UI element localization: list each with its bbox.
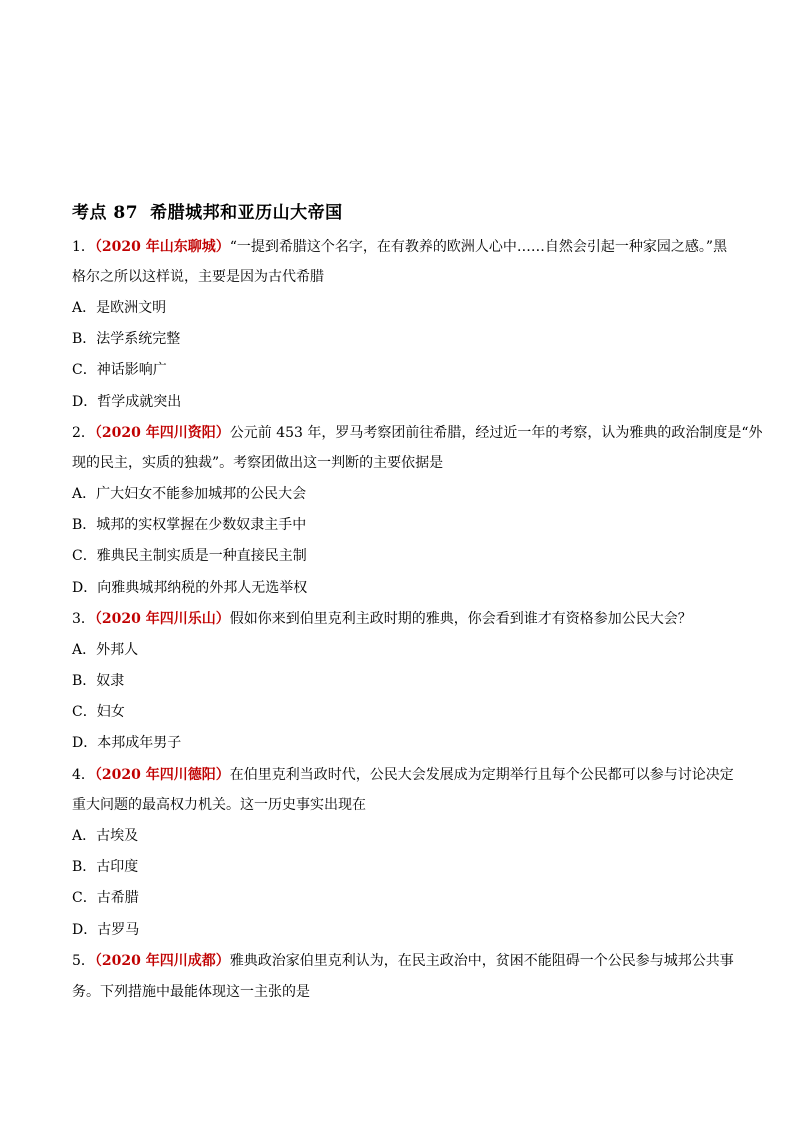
section-label: 考点 87 [72,203,139,223]
question-number: 3． [72,611,95,627]
question-3-option-b: B．奴隶 [72,673,125,689]
question-number: 1． [72,239,95,255]
question-4-option-b: B．古印度 [72,859,139,875]
question-text: 格尔之所以这样说，主要是因为古代希腊 [72,269,324,285]
question-text: 重大问题的最高权力机关。这一历史事实出现在 [72,797,366,813]
question-1-line-2 [72,267,732,287]
question-5-line-2 [72,982,732,1002]
question-source: （2020 年四川德阳） [94,767,230,783]
section-title [72,198,343,223]
question-text: 公元前 453 年，罗马考察团前往希腊，经过近一年的考察，认为雅典的政治制度是“外 [229,425,763,441]
section-heading: 希腊城邦和亚历山大帝国 [150,203,343,223]
question-3-line-1 [72,609,732,629]
question-3-option-a: A．外邦人 [72,642,139,658]
question-1-option-a: A．是欧洲文明 [72,300,167,316]
question-2-line-2 [72,453,732,473]
question-source: （2020 年四川成都） [94,953,230,969]
question-4-option-a: A．古埃及 [72,828,139,844]
question-number: 2． [72,425,95,441]
question-1-option-b: B．法学系统完整 [72,331,181,347]
question-4-line-2 [72,795,732,815]
question-source: （2020 年四川资阳） [94,425,230,441]
question-2-option-d: D．向雅典城邦纳税的外邦人无选举权 [72,580,308,596]
question-4-option-c: C．古希腊 [72,890,139,906]
question-4-line-1 [72,765,732,785]
question-source: （2020 年四川乐山） [94,611,230,627]
question-1-line-1 [72,237,732,257]
question-2-option-b: B．城邦的实权掌握在少数奴隶主手中 [72,517,307,533]
question-number: 4． [72,767,95,783]
question-text: 现的民主，实质的独裁”。考察团做出这一判断的主要依据是 [72,455,444,471]
question-text: 假如你来到伯里克利主政时期的雅典，你会看到谁才有资格参加公民大会？ [229,611,692,627]
question-1-option-c: C．神话影响广 [72,362,167,378]
question-text: 雅典政治家伯里克利认为，在民主政治中，贫困不能阻碍一个公民参与城邦公共事 [229,953,734,969]
question-5-line-1 [72,951,732,971]
question-4-option-d: D．古罗马 [72,922,140,938]
question-3-option-d: D．本邦成年男子 [72,735,182,751]
question-text: “一提到希腊这个名字，在有教养的欧洲人心中……自然会引起一种家园之感。”黑 [229,239,728,255]
question-2-option-a: A．广大妇女不能参加城邦的公民大会 [72,486,307,502]
question-2-line-1 [72,423,763,443]
question-text: 务。下列措施中最能体现这一主张的是 [72,984,310,1000]
question-text: 在伯里克利当政时代，公民大会发展成为定期举行且每个公民都可以参与讨论决定 [229,767,734,783]
question-source: （2020 年山东聊城） [94,239,230,255]
question-3-option-c: C．妇女 [72,704,125,720]
question-2-option-c: C．雅典民主制实质是一种直接民主制 [72,548,307,564]
question-1-option-d: D．哲学成就突出 [72,394,182,410]
question-number: 5． [72,953,95,969]
